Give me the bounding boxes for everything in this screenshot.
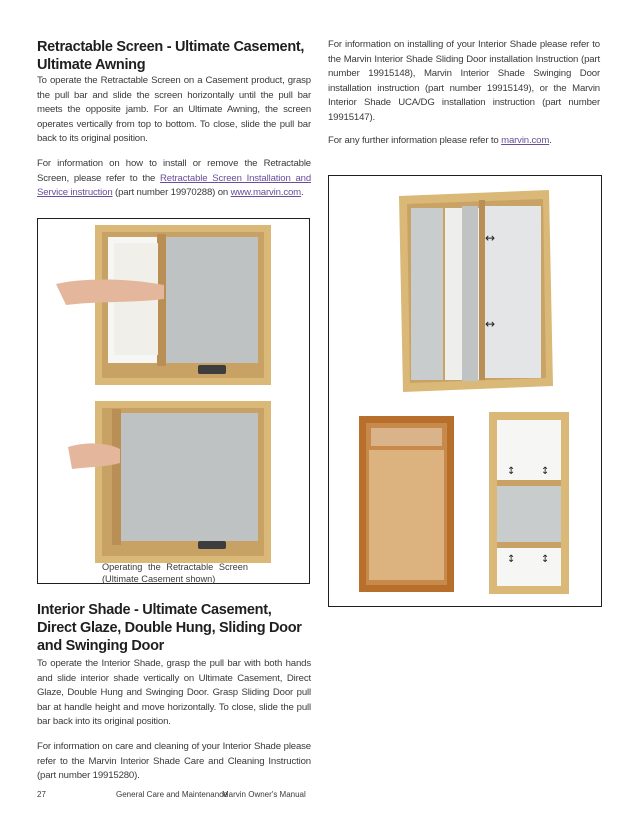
install-info-text-middle: (part number 19970288) on — [112, 187, 231, 199]
figure-caption: Operating the Retractable Screen (Ultimate Casement shown) — [102, 562, 248, 584]
install-info-text-before: For information on how to install or remove the Retractable Screen, please refer to the — [37, 158, 311, 184]
svg-text:↔: ↔ — [485, 317, 496, 331]
footer-section: General Care and Maintenance — [116, 790, 228, 799]
marvin-link[interactable]: marvin.com — [501, 135, 550, 146]
casement-window-top — [56, 225, 271, 385]
retractable-screen-figure — [37, 218, 310, 584]
retractable-screen-instruction-link[interactable]: Retractable Screen Installation and Service instruction — [37, 172, 312, 199]
retractable-screen-instructions: To operate the Retractable Screen on a Casement product, grasp the pull bar and slide the screen horizontally until the pull bar meets the opposite jamb. For an Ultimate Awning, the screen operates vertically from top to bottom. To close, slide the pull bar back to its original position. — [37, 75, 311, 145]
interior-shade-figure — [328, 175, 602, 607]
install-info-text-after: . — [301, 187, 304, 199]
double-hung-illustration — [489, 412, 569, 594]
sliding-door-illustration — [399, 190, 553, 392]
swinging-door-illustration — [359, 416, 454, 592]
section-title-retractable-screen: Retractable Screen - Ultimate Casement, Ultimate Awning — [37, 39, 305, 73]
svg-text:↔: ↔ — [485, 231, 496, 245]
svg-text:↕: ↕ — [541, 466, 550, 477]
svg-text:↕: ↕ — [541, 554, 550, 565]
interior-shade-illustration — [329, 176, 601, 606]
further-info — [328, 134, 600, 149]
marvin-website-link[interactable]: www.marvin.com — [230, 187, 302, 199]
footer-manual-title: Marvin Owner's Manual — [222, 790, 306, 799]
section-title-interior-shade: Interior Shade - Ultimate Casement, Direct Glaze, Double Hung, Sliding Door and Swinging Door — [37, 602, 302, 654]
casement-window-illustration — [38, 219, 309, 583]
page-number: 27 — [37, 790, 46, 799]
interior-shade-instructions: To operate the Interior Shade, grasp the pull bar with both hands and slide interior shade vertically on Ultimate Casement, Direct Glaze, Double Hung and Swinging Door. Grasp Sliding Door pull bar at handle height and move horizontally. To close, slide the pull bar back into its original position. — [37, 658, 311, 728]
svg-text:↕: ↕ — [507, 466, 516, 477]
interior-shade-install-info: For information on installing of your Interior Shade please refer to the Marvin Interior Shade Sliding Door installation Instruction (part number 19915148), Marvin Interior Shade Swinging Door installation instruction (part number 19915149), or the Marvin Interior Shade UCA/DG installation instruction (part number 19915147). — [328, 39, 600, 123]
further-info-text-before: For any further information please refer to — [328, 135, 502, 146]
further-info-text-after: . — [549, 135, 552, 146]
svg-text:↕: ↕ — [507, 554, 516, 565]
retractable-screen-install-info — [37, 157, 311, 201]
casement-window-bottom — [68, 401, 271, 563]
interior-shade-care-info: For information on care and cleaning of your Interior Shade please refer to the Marvin Interior Shade Care and Cleaning Instruction (part number 19915280). — [37, 741, 311, 782]
